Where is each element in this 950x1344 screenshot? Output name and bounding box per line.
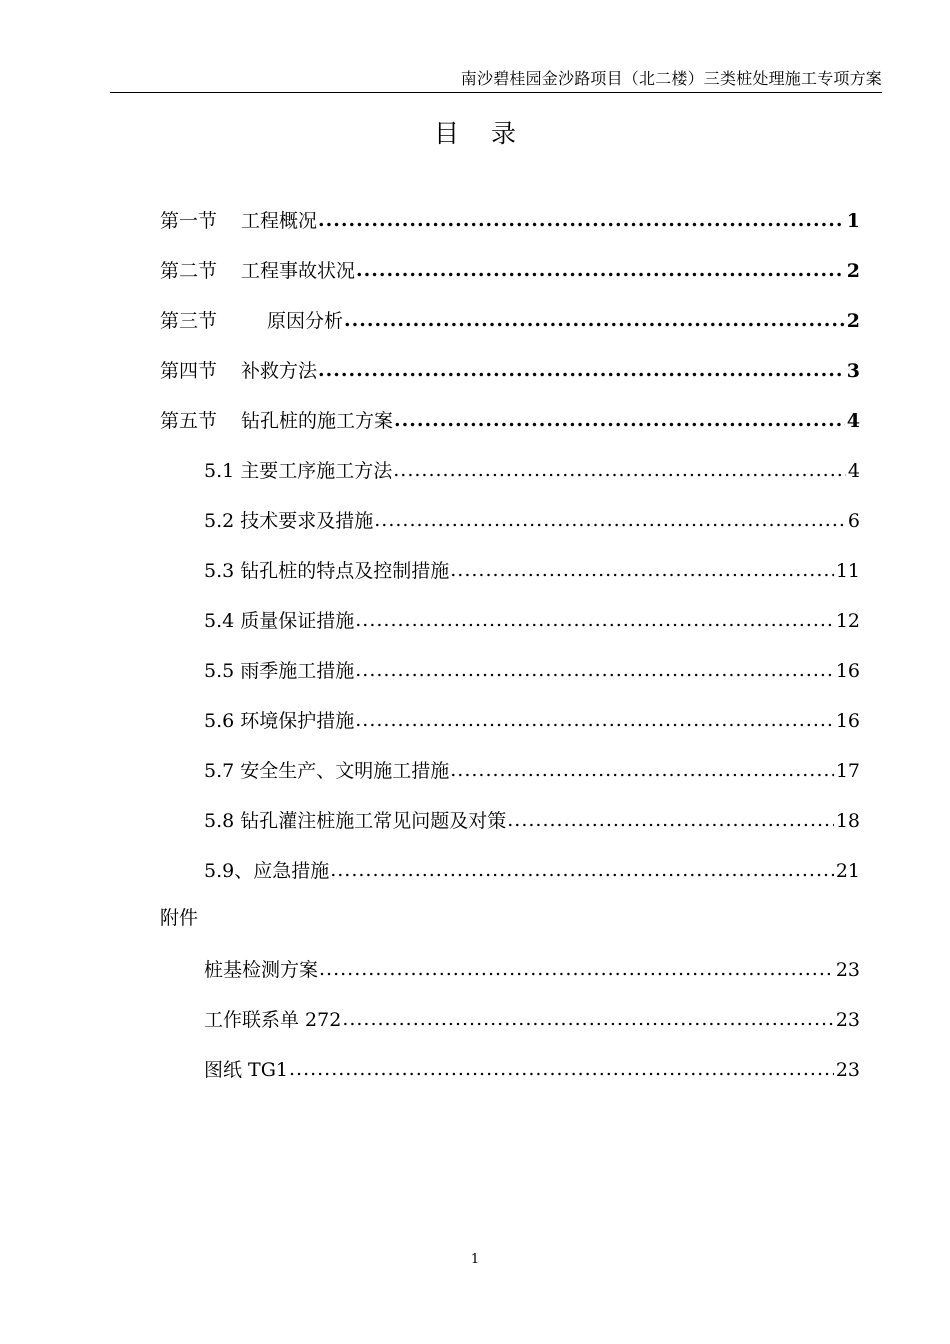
- page-title: 目录: [433, 119, 548, 148]
- toc-subsection[interactable]: 5.2 技术要求及措施 ..... 6: [204, 508, 860, 534]
- dot-leader: [342, 1006, 834, 1032]
- page-ref: 3: [846, 360, 860, 382]
- dot-leader: [355, 707, 834, 733]
- dot-leader: [318, 357, 845, 383]
- page-ref: 17: [835, 760, 860, 782]
- page-ref: 2: [846, 260, 860, 282]
- dot-leader: [507, 807, 834, 833]
- toc-subsection[interactable]: 5.4 质量保证措施 ..... 12: [204, 608, 860, 634]
- toc-appendix-item[interactable]: 图纸 TG1 ..... 23: [204, 1057, 860, 1083]
- toc-subsection[interactable]: 5.8 钻孔灌注桩施工常见问题及对策 ..... 18: [204, 808, 860, 834]
- section-number: 第二节: [160, 260, 218, 282]
- dot-leader: [344, 307, 845, 333]
- toc-subsection[interactable]: 5.7 安全生产、文明施工措施 ..... 17: [204, 758, 860, 784]
- toc-subsection[interactable]: 5.5 雨季施工措施 ..... 16: [204, 658, 860, 684]
- toc-section-5[interactable]: [160, 408, 860, 434]
- page-ref: 23: [835, 959, 860, 981]
- page-ref: 1: [846, 210, 860, 232]
- dot-leader: [355, 607, 834, 633]
- page-ref: 12: [835, 610, 860, 632]
- page-ref: 4: [847, 460, 860, 482]
- page-ref: 16: [835, 660, 860, 682]
- page-ref: 18: [835, 810, 860, 832]
- page-ref: 23: [835, 1009, 860, 1031]
- toc-subsection[interactable]: 5.3 钻孔桩的特点及控制措施 ..... 11: [204, 558, 860, 584]
- section-title: 钻孔桩的施工方案: [241, 410, 394, 432]
- section-title: 补救方法: [241, 360, 318, 382]
- dot-leader: [450, 557, 834, 583]
- toc-subsection[interactable]: 5.9、应急措施 ..... 21: [204, 858, 860, 884]
- section-number: 第一节: [160, 210, 218, 232]
- toc-section-4[interactable]: [160, 358, 860, 384]
- section-title: 工程事故状况: [241, 260, 356, 282]
- section-title: 原因分析: [267, 310, 344, 332]
- page-ref: 2: [846, 310, 860, 332]
- page-ref: 21: [835, 860, 860, 882]
- toc-subsection[interactable]: 5.1 主要工序施工方法 ..... 4: [204, 458, 860, 484]
- toc-subsection[interactable]: 5.6 环境保护措施 ..... 16: [204, 708, 860, 734]
- dot-leader: [355, 657, 834, 683]
- running-header: 南沙碧桂园金沙路项目（北二楼）三类桩处理施工专项方案: [460, 69, 882, 88]
- dot-leader: [289, 1056, 834, 1082]
- appendix-heading: 附件: [160, 907, 199, 929]
- page-number: 1: [470, 1252, 480, 1267]
- page-ref: 16: [835, 710, 860, 732]
- dot-leader: [318, 207, 845, 233]
- dot-leader: [319, 956, 834, 982]
- toc-section-3[interactable]: [160, 308, 860, 334]
- section-number: 第四节: [160, 360, 218, 382]
- section-title: 工程概况: [241, 210, 318, 232]
- dot-leader: [356, 257, 845, 283]
- page-ref: 11: [835, 560, 860, 582]
- dot-leader: [393, 457, 846, 483]
- section-number: 第三节: [160, 310, 218, 332]
- toc-section-1[interactable]: [160, 208, 860, 234]
- page-ref: 6: [847, 510, 860, 532]
- page-ref: 23: [835, 1059, 860, 1081]
- toc-appendix-item[interactable]: 桩基检测方案 ..... 23: [204, 957, 860, 983]
- page-ref: 4: [846, 410, 860, 432]
- dot-leader: [374, 507, 846, 533]
- toc-appendix-item[interactable]: 工作联系单 272 ..... 23: [204, 1007, 860, 1033]
- dot-leader: [450, 757, 834, 783]
- toc-section-2[interactable]: [160, 258, 860, 284]
- dot-leader: [330, 857, 834, 883]
- section-number: 第五节: [160, 410, 218, 432]
- dot-leader: [394, 407, 845, 433]
